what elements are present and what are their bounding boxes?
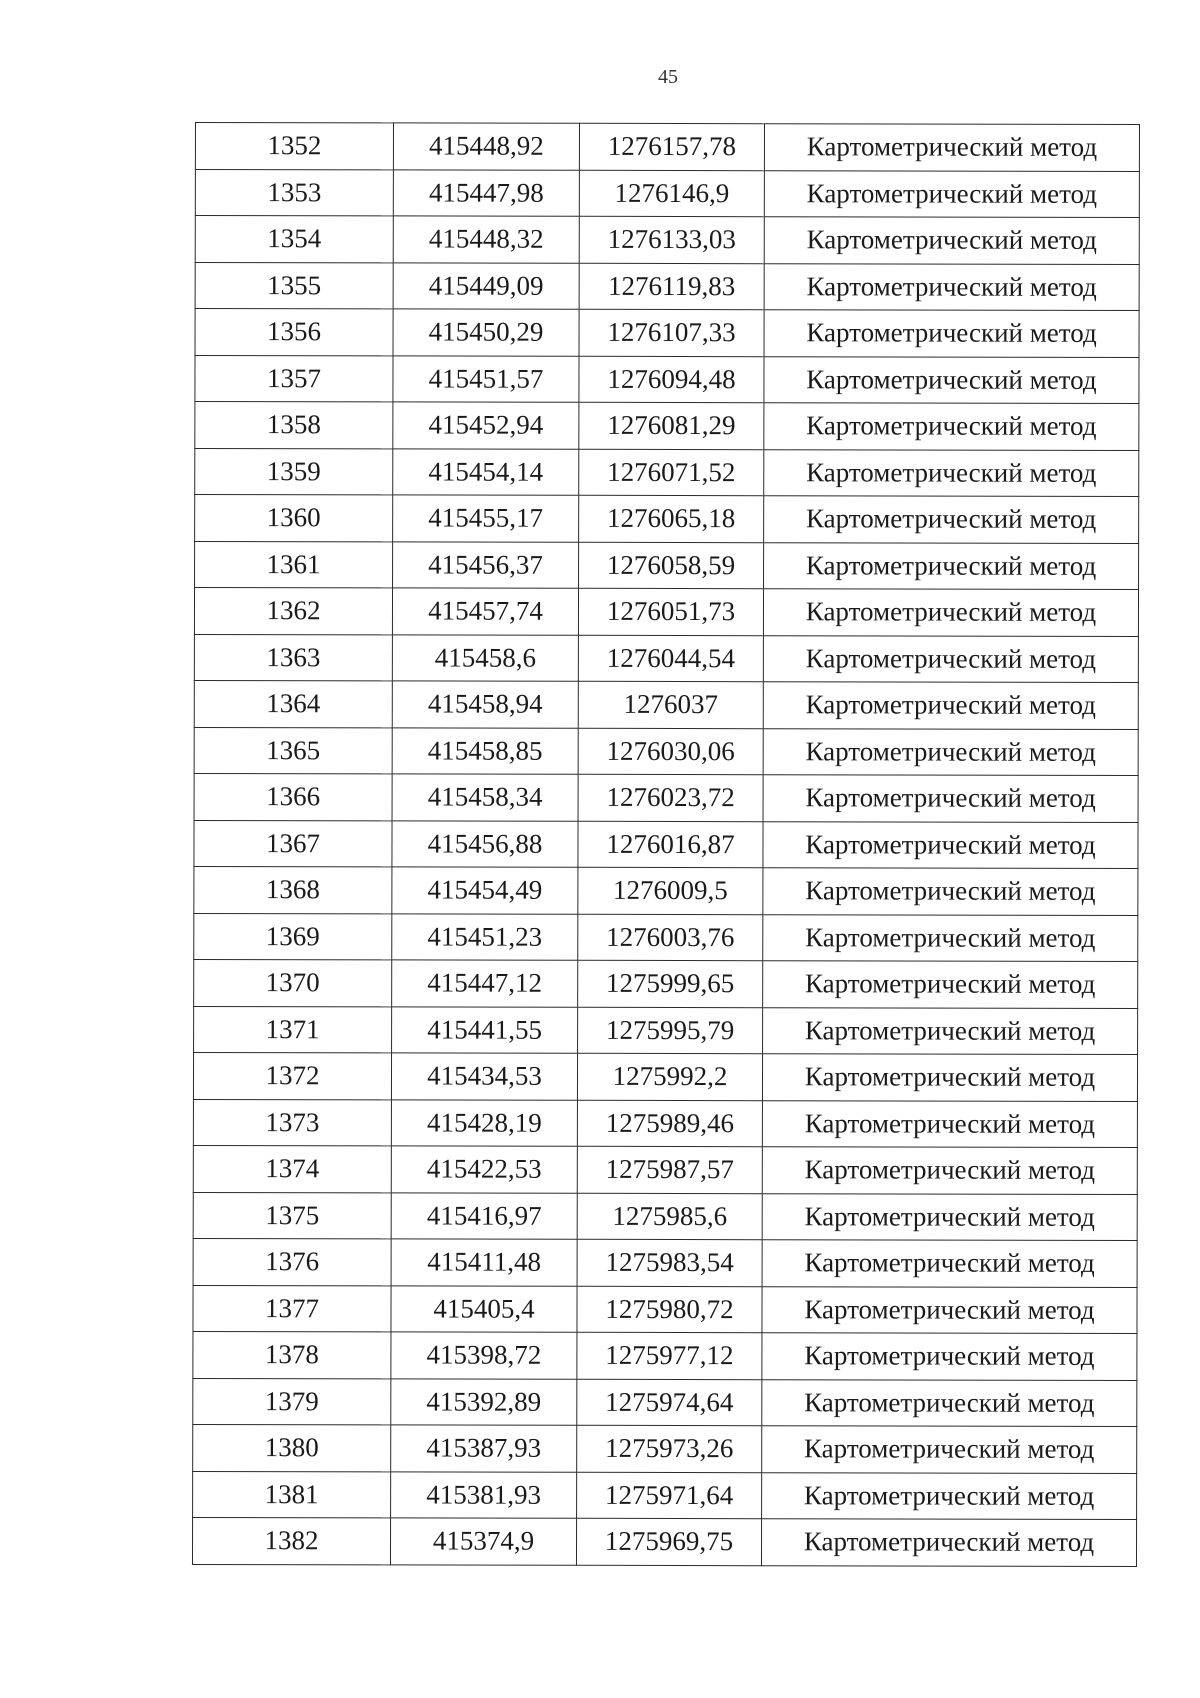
point-number-cell: 1368 — [194, 866, 392, 913]
method-cell: Картометрический метод — [763, 1007, 1138, 1054]
x-coordinate-cell: 415422,53 — [391, 1146, 577, 1193]
point-number-cell: 1363 — [194, 634, 392, 681]
point-number-cell: 1378 — [193, 1331, 391, 1378]
x-coordinate-cell: 415434,53 — [391, 1053, 577, 1100]
table-row — [195, 355, 1139, 403]
table-row — [193, 1378, 1137, 1426]
table-row — [194, 588, 1138, 636]
x-coordinate-cell: 415458,6 — [392, 634, 578, 681]
point-number-cell: 1361 — [195, 541, 393, 588]
method-cell: Картометрический метод — [764, 542, 1139, 589]
table-row — [194, 1006, 1138, 1054]
point-number-cell: 1360 — [195, 495, 393, 542]
y-coordinate-cell: 1276009,5 — [578, 867, 763, 914]
table-row — [195, 169, 1139, 217]
x-coordinate-cell: 415447,98 — [393, 169, 579, 216]
point-number-cell: 1357 — [195, 355, 393, 402]
table-row — [195, 262, 1139, 310]
method-cell: Картометрический метод — [763, 821, 1138, 868]
table-row — [195, 495, 1139, 543]
method-cell: Картометрический метод — [762, 1379, 1137, 1426]
point-number-cell: 1358 — [195, 402, 393, 449]
y-coordinate-cell: 1276058,59 — [579, 542, 764, 589]
y-coordinate-cell: 1276044,54 — [578, 635, 763, 682]
x-coordinate-cell: 415455,17 — [393, 495, 579, 542]
point-number-cell: 1375 — [193, 1192, 391, 1239]
x-coordinate-cell: 415450,29 — [393, 309, 579, 356]
x-coordinate-cell: 415405,4 — [391, 1285, 577, 1332]
y-coordinate-cell: 1276030,06 — [578, 728, 763, 775]
table-row — [195, 216, 1139, 264]
method-cell: Картометрический метод — [763, 635, 1138, 682]
point-number-cell: 1373 — [193, 1099, 391, 1146]
method-cell: Картометрический метод — [762, 1286, 1137, 1333]
y-coordinate-cell: 1276003,76 — [578, 914, 763, 961]
method-cell: Картометрический метод — [764, 356, 1139, 403]
coordinates-table-body — [192, 123, 1139, 1566]
table-row — [194, 773, 1138, 821]
point-number-cell: 1362 — [194, 588, 392, 635]
y-coordinate-cell: 1276065,18 — [579, 495, 764, 542]
table-row — [193, 1331, 1137, 1379]
point-number-cell: 1354 — [195, 216, 393, 263]
y-coordinate-cell: 1275980,72 — [577, 1286, 762, 1333]
method-cell: Картометрический метод — [764, 496, 1139, 543]
method-cell: Картометрический метод — [764, 124, 1139, 171]
x-coordinate-cell: 415381,93 — [391, 1471, 577, 1518]
x-coordinate-cell: 415458,85 — [392, 727, 578, 774]
point-number-cell: 1382 — [192, 1517, 390, 1564]
point-number-cell: 1352 — [195, 123, 393, 170]
table-row — [194, 680, 1138, 728]
point-number-cell: 1379 — [193, 1378, 391, 1425]
point-number-cell: 1355 — [195, 262, 393, 309]
y-coordinate-cell: 1276051,73 — [578, 588, 763, 635]
table-row — [193, 1285, 1137, 1333]
table-row — [195, 541, 1139, 589]
point-number-cell: 1369 — [194, 913, 392, 960]
point-number-cell: 1353 — [195, 169, 393, 216]
y-coordinate-cell: 1276157,78 — [579, 123, 764, 170]
table-row — [193, 1145, 1137, 1193]
method-cell: Картометрический метод — [764, 403, 1139, 450]
coordinates-table-container — [192, 122, 1139, 1566]
y-coordinate-cell: 1276094,48 — [579, 356, 764, 403]
method-cell: Картометрический метод — [763, 961, 1138, 1008]
y-coordinate-cell: 1275969,75 — [576, 1518, 761, 1565]
x-coordinate-cell: 415447,12 — [392, 960, 578, 1007]
point-number-cell: 1370 — [194, 959, 392, 1006]
x-coordinate-cell: 415392,89 — [391, 1378, 577, 1425]
method-cell: Картометрический метод — [762, 1193, 1137, 1240]
method-cell: Картометрический метод — [764, 263, 1139, 310]
x-coordinate-cell: 415441,55 — [392, 1006, 578, 1053]
method-cell: Картометрический метод — [764, 170, 1139, 217]
x-coordinate-cell: 415456,88 — [392, 820, 578, 867]
method-cell: Картометрический метод — [763, 682, 1138, 729]
point-number-cell: 1372 — [193, 1052, 391, 1099]
table-row — [193, 1471, 1137, 1519]
x-coordinate-cell: 415448,92 — [393, 123, 579, 170]
x-coordinate-cell: 415449,09 — [393, 262, 579, 309]
table-row — [194, 634, 1138, 682]
point-number-cell: 1376 — [193, 1238, 391, 1285]
y-coordinate-cell: 1275992,2 — [577, 1053, 762, 1100]
y-coordinate-cell: 1275973,26 — [577, 1425, 762, 1472]
point-number-cell: 1374 — [193, 1145, 391, 1192]
x-coordinate-cell: 415452,94 — [393, 402, 579, 449]
method-cell: Картометрический метод — [762, 1054, 1137, 1101]
table-row — [194, 820, 1138, 868]
x-coordinate-cell: 415398,72 — [391, 1332, 577, 1379]
x-coordinate-cell: 415416,97 — [391, 1192, 577, 1239]
y-coordinate-cell: 1275995,79 — [578, 1007, 763, 1054]
x-coordinate-cell: 415448,32 — [393, 216, 579, 263]
point-number-cell: 1377 — [193, 1285, 391, 1332]
point-number-cell: 1364 — [194, 680, 392, 727]
x-coordinate-cell: 415454,14 — [393, 448, 579, 495]
y-coordinate-cell: 1276119,83 — [579, 263, 764, 310]
y-coordinate-cell: 1275971,64 — [577, 1472, 762, 1519]
x-coordinate-cell: 415387,93 — [391, 1425, 577, 1472]
table-row — [194, 866, 1138, 914]
y-coordinate-cell: 1276016,87 — [578, 821, 763, 868]
point-number-cell: 1381 — [193, 1471, 391, 1518]
method-cell: Картометрический метод — [763, 589, 1138, 636]
y-coordinate-cell: 1276146,9 — [579, 170, 764, 217]
x-coordinate-cell: 415456,37 — [393, 541, 579, 588]
y-coordinate-cell: 1275999,65 — [578, 960, 763, 1007]
point-number-cell: 1371 — [194, 1006, 392, 1053]
point-number-cell: 1356 — [195, 309, 393, 356]
y-coordinate-cell: 1276071,52 — [579, 449, 764, 496]
method-cell: Картометрический метод — [763, 868, 1138, 915]
table-row — [195, 448, 1139, 496]
method-cell: Картометрический метод — [762, 1333, 1137, 1380]
coordinates-table — [192, 122, 1140, 1566]
point-number-cell: 1359 — [195, 448, 393, 495]
table-row — [193, 1052, 1137, 1100]
method-cell: Картометрический метод — [763, 728, 1138, 775]
y-coordinate-cell: 1275987,57 — [577, 1146, 762, 1193]
table-row — [193, 1099, 1137, 1147]
table-row — [194, 913, 1138, 961]
y-coordinate-cell: 1275974,64 — [577, 1379, 762, 1426]
x-coordinate-cell: 415374,9 — [390, 1518, 576, 1565]
method-cell: Картометрический метод — [763, 775, 1138, 822]
y-coordinate-cell: 1275977,12 — [577, 1332, 762, 1379]
table-row — [194, 727, 1138, 775]
point-number-cell: 1366 — [194, 773, 392, 820]
table-row — [195, 123, 1139, 171]
page-number: 45 — [658, 66, 678, 88]
method-cell: Картометрический метод — [764, 217, 1139, 264]
method-cell: Картометрический метод — [762, 1100, 1137, 1147]
x-coordinate-cell: 415457,74 — [392, 588, 578, 635]
table-row — [195, 402, 1139, 450]
table-row — [195, 309, 1139, 357]
table-row — [194, 959, 1138, 1007]
y-coordinate-cell: 1276107,33 — [579, 309, 764, 356]
method-cell: Картометрический метод — [762, 1240, 1137, 1287]
method-cell: Картометрический метод — [762, 1472, 1137, 1519]
point-number-cell: 1367 — [194, 820, 392, 867]
method-cell: Картометрический метод — [764, 449, 1139, 496]
y-coordinate-cell: 1275989,46 — [577, 1100, 762, 1147]
x-coordinate-cell: 415454,49 — [392, 867, 578, 914]
x-coordinate-cell: 415458,34 — [392, 774, 578, 821]
table-row — [193, 1238, 1137, 1286]
x-coordinate-cell: 415451,23 — [392, 913, 578, 960]
table-row — [193, 1424, 1137, 1472]
y-coordinate-cell: 1276023,72 — [578, 774, 763, 821]
x-coordinate-cell: 415458,94 — [392, 681, 578, 728]
x-coordinate-cell: 415411,48 — [391, 1239, 577, 1286]
point-number-cell: 1380 — [193, 1424, 391, 1471]
table-row — [193, 1192, 1137, 1240]
method-cell: Картометрический метод — [761, 1519, 1136, 1566]
y-coordinate-cell: 1276081,29 — [579, 402, 764, 449]
y-coordinate-cell: 1276133,03 — [579, 216, 764, 263]
x-coordinate-cell: 415451,57 — [393, 355, 579, 402]
point-number-cell: 1365 — [194, 727, 392, 774]
method-cell: Картометрический метод — [762, 1426, 1137, 1473]
y-coordinate-cell: 1276037 — [578, 681, 763, 728]
y-coordinate-cell: 1275983,54 — [577, 1239, 762, 1286]
method-cell: Картометрический метод — [764, 310, 1139, 357]
y-coordinate-cell: 1275985,6 — [577, 1193, 762, 1240]
x-coordinate-cell: 415428,19 — [391, 1099, 577, 1146]
method-cell: Картометрический метод — [763, 914, 1138, 961]
table-row — [192, 1517, 1136, 1565]
method-cell: Картометрический метод — [762, 1147, 1137, 1194]
